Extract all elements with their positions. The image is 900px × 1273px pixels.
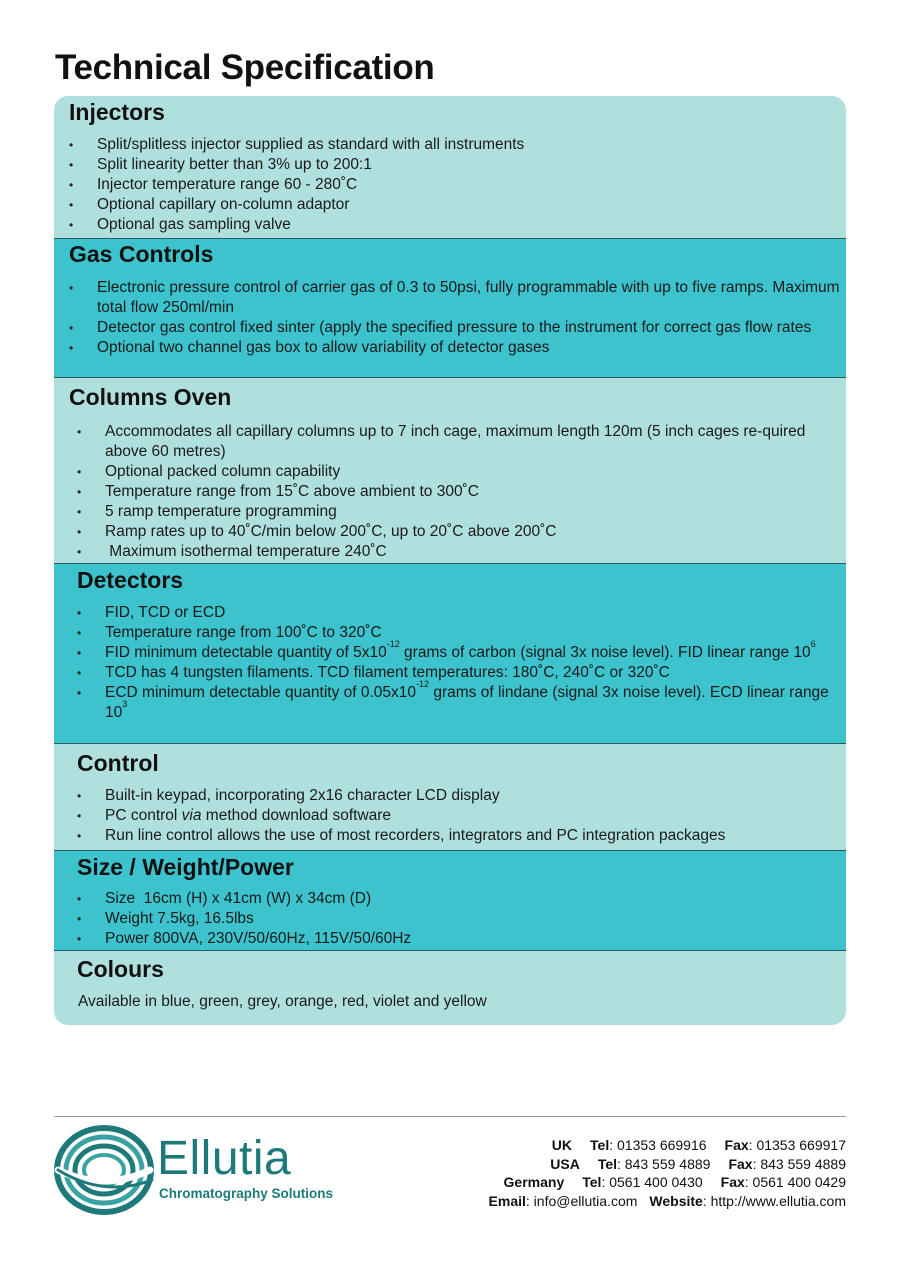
- ecd-range-exponent: 3: [122, 698, 128, 709]
- bullet-list: [77, 422, 846, 562]
- contact-row-uk: [489, 1136, 846, 1155]
- list-item: [77, 806, 846, 826]
- tel-number: : 01353 669916: [609, 1137, 707, 1153]
- country-label: UK: [551, 1137, 573, 1153]
- bullet-list: [69, 135, 846, 235]
- section-columns-oven: [54, 378, 846, 563]
- footer-divider: [54, 1116, 846, 1117]
- fax-label: Fax: [720, 1174, 745, 1190]
- list-item: • Size 16cm (H) x 41cm (W) x 34cm (D): [77, 889, 846, 909]
- email-label: Email: [488, 1192, 526, 1209]
- country-label: USA: [550, 1155, 580, 1172]
- list-item: • Ramp rates up to 40˚C/min below 200˚C, up to 20˚C above 200˚C: [77, 522, 846, 542]
- fax-number: : 01353 669917: [748, 1137, 846, 1153]
- pc-control-text-b: method download software: [201, 807, 392, 824]
- section-injectors: [54, 96, 846, 238]
- ecd-exponent: -12: [416, 678, 430, 689]
- contact-block: [489, 1136, 846, 1210]
- section-size-weight-power: [54, 850, 846, 951]
- bullet-list: [77, 603, 846, 723]
- email-link[interactable]: : info@ellutia.com: [525, 1192, 638, 1209]
- section-heading: Injectors: [69, 99, 165, 125]
- list-item: • Optional packed column capability: [77, 462, 846, 482]
- contact-row-usa: [489, 1155, 846, 1174]
- tel-label: Tel: [582, 1174, 602, 1190]
- bullet-list: [77, 786, 846, 846]
- fid-range-exponent: 6: [810, 638, 816, 649]
- list-item: • Split linearity better than 3% up to 200:1: [69, 155, 846, 175]
- list-item: [77, 678, 846, 723]
- list-item: • Power 800VA, 230V/50/60Hz, 115V/50/60Hz: [77, 929, 846, 949]
- list-item: • Temperature range from 15˚C above ambient to 300˚C: [77, 482, 846, 502]
- list-item: • Built-in keypad, incorporating 2x16 character LCD display: [77, 786, 846, 806]
- list-item: • 5 ramp temperature programming: [77, 502, 846, 522]
- country-label: Germany: [503, 1174, 565, 1190]
- section-gas-controls: [54, 238, 846, 378]
- fax-label: Fax: [724, 1137, 749, 1153]
- spec-panel: [54, 96, 846, 1025]
- ecd-text-b: grams of lindane (signal 3x noise level). ECD linear range 10: [105, 684, 829, 721]
- section-heading: Size / Weight/Power: [77, 854, 294, 880]
- bullet-list: [77, 889, 846, 949]
- colours-text: Available in blue, green, grey, orange, red, violet and yellow: [78, 993, 487, 1010]
- website-link[interactable]: : http://www.ellutia.com: [702, 1192, 846, 1209]
- list-item: • Split/splitless injector supplied as standard with all instruments: [69, 135, 846, 155]
- list-item: • Run line control allows the use of most recorders, integrators and PC integration packages: [77, 826, 846, 846]
- tel-label: Tel: [597, 1155, 618, 1172]
- tel-label: Tel: [590, 1137, 610, 1153]
- list-item: • Maximum isothermal temperature 240˚C: [77, 542, 846, 562]
- list-item: • Optional gas sampling valve: [69, 215, 846, 235]
- list-item: • Accommodates all capillary columns up to 7 inch cage, maximum length 120m (5 inch cages re-quired above 60 metres): [77, 422, 846, 462]
- section-heading: Detectors: [77, 567, 184, 593]
- list-item: • Weight 7.5kg, 16.5lbs: [77, 909, 846, 929]
- list-item: • FID, TCD or ECD: [77, 603, 846, 623]
- contact-row-web: [489, 1192, 846, 1211]
- ecd-text-a: ECD minimum detectable quantity of 0.05x10: [105, 684, 417, 701]
- brand-name: Ellutia: [157, 1132, 292, 1185]
- pc-control-via: via: [181, 807, 202, 824]
- fid-text-a: FID minimum detectable quantity of 5x10: [105, 644, 387, 661]
- contact-row-germany: [489, 1173, 846, 1192]
- page-title: Technical Specification: [55, 48, 435, 87]
- section-heading: Columns Oven: [69, 384, 232, 410]
- pc-control-text-a: PC control: [105, 807, 182, 824]
- list-item: • Temperature range from 100˚C to 320˚C: [77, 623, 846, 643]
- section-colours: [54, 951, 846, 1025]
- list-item: • Detector gas control fixed sinter (apply the specified pressure to the instrument for correct gas flow rates: [69, 318, 846, 338]
- section-heading: Colours: [77, 956, 164, 982]
- website-label: Website: [649, 1192, 703, 1209]
- fax-number: : 0561 400 0429: [744, 1174, 846, 1190]
- list-item: • Optional capillary on-column adaptor: [69, 195, 846, 215]
- brand-tagline: Chromatography Solutions: [159, 1186, 334, 1201]
- list-item: • Optional two channel gas box to allow variability of detector gases: [69, 338, 846, 358]
- tel-number: : 843 559 4889: [617, 1155, 711, 1172]
- section-heading: Gas Controls: [69, 241, 214, 267]
- list-item: • TCD has 4 tungsten filaments. TCD filament temperatures: 180˚C, 240˚C or 320˚C: [77, 663, 846, 683]
- list-item: • Injector temperature range 60 - 280˚C: [69, 175, 846, 195]
- list-item: • Electronic pressure control of carrier gas of 0.3 to 50psi, fully programmable with up to five ramps. Maximum total flow 250ml/min: [69, 278, 846, 318]
- tel-number: : 0561 400 0430: [601, 1174, 703, 1190]
- section-control: [54, 744, 846, 850]
- bullet-list: [69, 278, 846, 358]
- section-heading: Control: [77, 750, 159, 776]
- section-detectors: [54, 563, 846, 744]
- fid-exponent: -12: [386, 638, 400, 649]
- fax-number: : 843 559 4889: [752, 1155, 846, 1172]
- fax-label: Fax: [728, 1155, 753, 1172]
- list-item: [77, 638, 846, 663]
- fid-text-b: grams of carbon (signal 3x noise level). FID linear range 10: [399, 644, 811, 661]
